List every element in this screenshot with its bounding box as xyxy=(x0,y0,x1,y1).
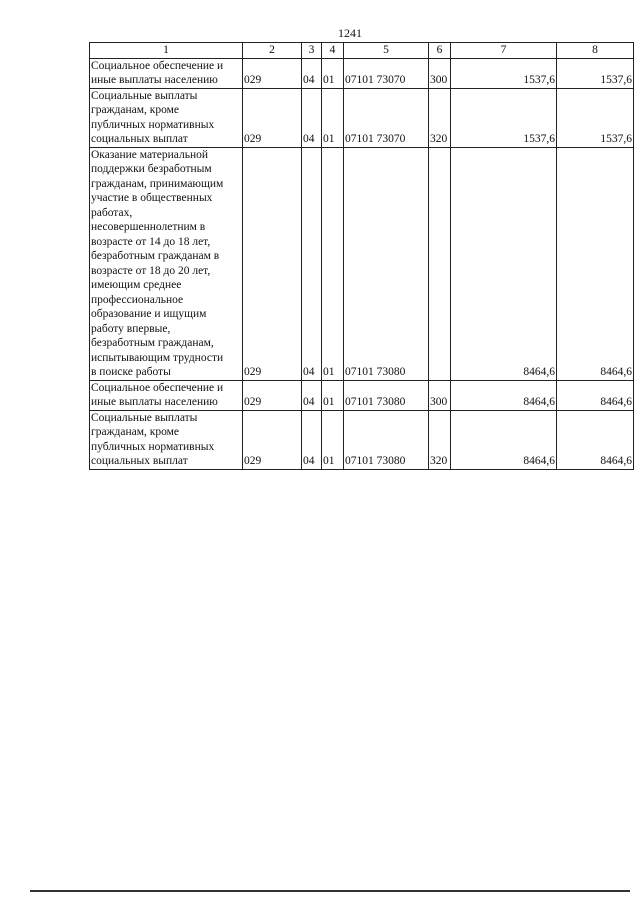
row-name-text: Социальные выплаты гражданам, кроме публичных нормативных социальных выплат xyxy=(91,89,215,145)
admin-code: 029 xyxy=(243,58,302,88)
amount-col7: 8464,6 xyxy=(451,380,557,410)
row-name xyxy=(90,88,243,147)
table-row xyxy=(90,147,634,380)
subsection-code: 01 xyxy=(322,410,344,469)
section-code: 04 xyxy=(302,147,322,380)
admin-code: 029 xyxy=(243,88,302,147)
amount-col8: 8464,6 xyxy=(557,147,634,380)
target-code: 07101 73070 xyxy=(344,58,429,88)
amount-col8: 1537,6 xyxy=(557,58,634,88)
amount-col7: 1537,6 xyxy=(451,88,557,147)
section-code: 04 xyxy=(302,410,322,469)
amount-col8: 8464,6 xyxy=(557,410,634,469)
header-row xyxy=(90,43,634,59)
subsection-code: 01 xyxy=(322,58,344,88)
header-cell: 7 xyxy=(451,43,557,59)
expense-type-code: 300 xyxy=(429,380,451,410)
amount-col8: 1537,6 xyxy=(557,88,634,147)
amount-col7: 1537,6 xyxy=(451,58,557,88)
row-name xyxy=(90,147,243,380)
expense-type-code: 320 xyxy=(429,88,451,147)
target-code: 07101 73080 xyxy=(344,147,429,380)
section-code: 04 xyxy=(302,380,322,410)
target-code: 07101 73080 xyxy=(344,410,429,469)
expense-type-code xyxy=(429,147,451,380)
header-cell: 8 xyxy=(557,43,634,59)
row-name-text: Социальное обеспечение и иные выплаты населению xyxy=(91,59,224,86)
row-name-text: Оказание материальной поддержки безработным гражданам, принимающим участие в общественных работах, несовершеннолетним в возрасте от 14 до 18 лет, безработным гражданам в возрасте от 18 до 20 лет, имеющим среднее профессиональное образование и ищущим работу впервые, безработным гражданам, испытывающим трудности в поиске работы xyxy=(91,148,224,378)
table-row xyxy=(90,410,634,469)
admin-code: 029 xyxy=(243,380,302,410)
header-cell: 4 xyxy=(322,43,344,59)
subsection-code: 01 xyxy=(322,88,344,147)
budget-table xyxy=(89,42,634,470)
header-cell: 6 xyxy=(429,43,451,59)
amount-col8: 8464,6 xyxy=(557,380,634,410)
target-code: 07101 73070 xyxy=(344,88,429,147)
expense-type-code: 320 xyxy=(429,410,451,469)
page-bottom-rule xyxy=(30,890,630,892)
amount-col7: 8464,6 xyxy=(451,410,557,469)
row-name xyxy=(90,58,243,88)
page-number: 1241 xyxy=(338,26,362,40)
header-cell: 5 xyxy=(344,43,429,59)
expense-type-code: 300 xyxy=(429,58,451,88)
row-name xyxy=(90,410,243,469)
admin-code: 029 xyxy=(243,410,302,469)
target-code: 07101 73080 xyxy=(344,380,429,410)
header-cell: 2 xyxy=(243,43,302,59)
table-row xyxy=(90,380,634,410)
section-code: 04 xyxy=(302,58,322,88)
subsection-code: 01 xyxy=(322,380,344,410)
row-name-text: Социальные выплаты гражданам, кроме публичных нормативных социальных выплат xyxy=(91,411,215,467)
amount-col7: 8464,6 xyxy=(451,147,557,380)
row-name xyxy=(90,380,243,410)
table-row xyxy=(90,58,634,88)
admin-code: 029 xyxy=(243,147,302,380)
header-cell: 3 xyxy=(302,43,322,59)
row-name-text: Социальное обеспечение и иные выплаты населению xyxy=(91,381,224,408)
section-code: 04 xyxy=(302,88,322,147)
header-cell: 1 xyxy=(90,43,243,59)
table-row xyxy=(90,88,634,147)
subsection-code: 01 xyxy=(322,147,344,380)
